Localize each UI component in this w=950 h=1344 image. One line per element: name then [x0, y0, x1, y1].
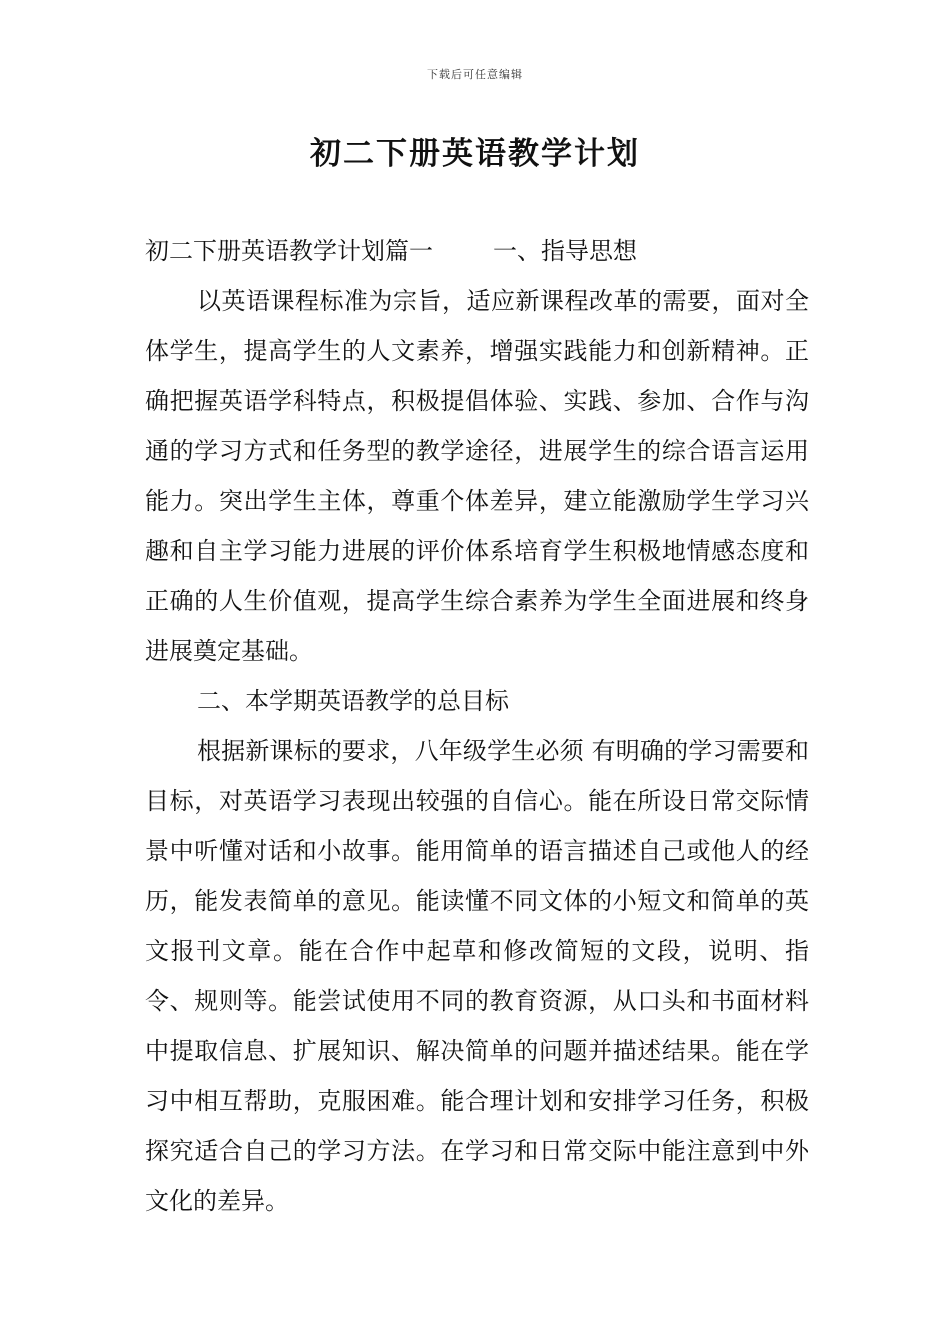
- document-title: 初二下册英语教学计划: [310, 136, 640, 172]
- document-body: [145, 226, 809, 1226]
- paragraph-semester-goals: 根据新课标的要求，八年级学生必须 有明确的学习需要和目标，对英语学习表现出较强的自信心。能在所设日常交际情景中听懂对话和小故事。能用简单的语言描述自己或他人的经历，能发表简单的意见。能读懂不同文体的小短文和简单的英文报刊文章。能在合作中起草和修改简短的文段，说明、指令、规则等。能尝试使用不同的教育资源，从口头和书面材料中提取信息、扩展知识、解决简单的问题并描述结果。能在学习中相互帮助，克服困难。能合理计划和安排学习任务，积极探究适合自己的学习方法。在学习和日常交际中能注意到中外文化的差异。: [145, 737, 809, 1215]
- section-heading-semester-goals: 二、本学期英语教学的总目标: [197, 687, 509, 715]
- intro-line: [145, 226, 809, 276]
- paragraph-guiding-ideology: 以英语课程标准为宗旨，适应新课程改革的需要，面对全体学生，提高学生的人文素养，增强实践能力和创新精神。正确把握英语学科特点，积极提倡体验、实践、参加、合作与沟通的学习方式和任务型的教学途径，进展学生的综合语言运用能力。突出学生主体，尊重个体差异，建立能激励学生学习兴趣和自主学习能力进展的评价体系培育学生积极地情感态度和正确的人生价值观，提高学生综合素养为学生全面进展和终身进展奠定基础。: [145, 287, 809, 665]
- header-note: 下载后可任意编辑: [427, 68, 523, 81]
- intro-prefix: 初二下册英语教学计划篇一: [145, 237, 433, 265]
- section-heading-guiding-ideology: 一、指导思想: [493, 237, 637, 265]
